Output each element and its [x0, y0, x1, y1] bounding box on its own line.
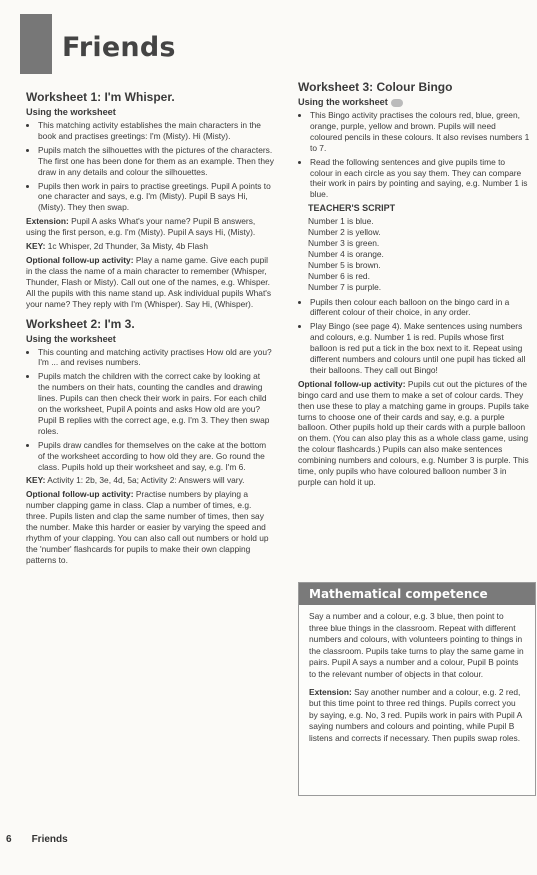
- list-item: • Pupils draw candles for themselves on the cake at the bottom of the worksheet according to how old they are. Go round the class. Pupils hold up their worksheet and say, e.g. I'm 6.: [38, 440, 274, 473]
- script-line: Number 7 is purple.: [308, 281, 382, 292]
- page-footer: [6, 834, 88, 845]
- chapter-tab-marker: [20, 14, 52, 74]
- script-line: Number 1 is blue.: [308, 216, 374, 227]
- page-number: 6: [6, 834, 12, 845]
- left-column: [26, 90, 274, 569]
- worksheet-badge-icon: [391, 99, 403, 107]
- list-item: • Play Bingo (see page 4). Make sentences using numbers and colours, e.g. Number 1 is red. Pupils whose first balloon is red put a tick in the box next to it. Repeat using different numbers and colours until one pupil has ticked all their balloons. They call out Bingo!: [310, 321, 530, 376]
- list-item: • Pupils then colour each balloon on the bingo card in a different colour of their choice, in any order.: [310, 297, 530, 319]
- mathematical-competence-body: [299, 605, 535, 745]
- script-line: Number 3 is green.: [308, 237, 380, 248]
- worksheet-1-key: KEY: 1c Whisper, 2d Thunder, 3a Misty, 4b Flash: [26, 241, 209, 252]
- script-line: Number 4 is orange.: [308, 248, 384, 259]
- list-item: • This Bingo activity practises the colours red, blue, green, orange, purple, yellow and brown. Pupils will need coloured pencils in these colours. It also revises numbers 1 to 7.: [310, 110, 530, 154]
- worksheet-3-followup: Optional follow-up activity: Pupils cut out the pictures of the bingo card and use them to make a set of colour cards. They then use these to play a matching game in groups. Pupils take turns to choose one of their cards and say, e.g. a purple balloon. Other pupils hold up their cards with a purple balloon on them. (You can also play this as a whole class game, using the colour flashcards.) Pupils can also make sentences combining numbers and colours, e.g. Number 3 is purple. This time, only pupils who have coloured balloon number 3 in purple can hold it up.: [298, 378, 529, 487]
- list-item: • Pupils match the children with the correct cake by looking at the numbers on their hats, counting the candles and drawing lines. Pupils can then check their work in pairs. For each child on the worksheet, Pupil A points and asks How old are you? Pupil B replies with the correct age, e.g. I'm 3. They then swap roles.: [38, 371, 274, 436]
- teachers-script-heading: TEACHER'S SCRIPT: [308, 203, 396, 214]
- page-title: Friends: [62, 32, 176, 63]
- mathematical-competence-paragraph: Say a number and a colour, e.g. 3 blue, then point to three blue things in the classroom. Repeat with different numbers and colours, with volunteers pointing to things in the classroom. Pupils take turns to play the same game in pairs. Pupil A says a number and a colour, Pupil B points to the relevant number of objects in that colour.: [309, 611, 524, 679]
- worksheet-1-extension: Extension: Pupil A asks What's your name? Pupil B answers, using the first person, e.g. I'm (Misty). Pupil A says Hi, (Misty).: [26, 216, 256, 238]
- worksheet-2-bullets: [26, 347, 274, 473]
- worksheet-3-title: Worksheet 3: Colour Bingo: [298, 80, 453, 94]
- worksheet-2-followup: Optional follow-up activity: Practise numbers by playing a number clapping game in class. Clap a number of times, e.g. three. Pupils listen and clap the same number of times, then say the number. Make this harder or easier by varying the speed and rhythm of your clapping. You can also call out numbers or hold up the 'number' flashcards for pupils to make their own clapping patterns to.: [26, 489, 269, 565]
- worksheet-2-title: Worksheet 2: I'm 3.: [26, 316, 135, 331]
- script-line: Number 6 is red.: [308, 270, 370, 281]
- list-item: • Pupils match the silhouettes with the pictures of the characters. The first one has been done for them as an example. Then they draw in any details and colour the silhouettes.: [38, 145, 274, 178]
- worksheet-2-using-heading: Using the worksheet: [26, 333, 116, 344]
- footer-label: Friends: [31, 834, 68, 845]
- list-item: • This counting and matching activity practises How old are you? I'm ... and revises numbers.: [38, 347, 274, 369]
- worksheet-1-bullets: [26, 120, 274, 213]
- worksheet-3-using-heading: Using the worksheet: [298, 97, 530, 108]
- mathematical-competence-title: Mathematical competence: [299, 583, 535, 605]
- mathematical-competence-extension: Extension: Say another number and a colour, e.g. 2 red, but this time point to three red things. Pupils correct you by saying, e.g. No, 3 red. Pupils work in pairs with Pupil A saying numbers and colours and pointing, while Pupil B listens and corrects if necessary. Then pupils swap roles.: [309, 686, 522, 743]
- teachers-script: [308, 216, 530, 292]
- script-line: Number 2 is yellow.: [308, 227, 381, 238]
- worksheet-1-using-heading: Using the worksheet: [26, 107, 116, 117]
- worksheet-3-bullets-top: [298, 110, 530, 200]
- right-column: [298, 80, 530, 491]
- worksheet-3-bullets-bottom: [298, 297, 530, 376]
- list-item: • Read the following sentences and give pupils time to colour in each circle as you say them. They can compare their work in pairs by pointing and saying, e.g. Number 1 is blue.: [310, 157, 530, 201]
- worksheet-1-title: Worksheet 1: I'm Whisper.: [26, 90, 175, 104]
- worksheet-1-followup: Optional follow-up activity: Play a name game. Give each pupil in the class the name of a main character to remember (Whisper, Thunder, Flash or Misty). Call out one of the names, e.g. Whisper. All the pupils with this name stand up. Ask individual pupils What's your name? They reply with I'm (Whisper). Say Hi, (Whisper).: [26, 254, 272, 309]
- worksheet-2-key: KEY: Activity 1: 2b, 3e, 4d, 5a; Activity 2: Answers will vary.: [26, 475, 245, 486]
- list-item: • Pupils then work in pairs to practise greetings. Pupil A points to one character and says, e.g. I'm (Misty). Pupil B says Hi, (Misty). They then swap.: [38, 181, 274, 214]
- mathematical-competence-box: [298, 582, 536, 796]
- script-line: Number 5 is brown.: [308, 259, 381, 270]
- list-item: • This matching activity establishes the main characters in the book and practises greetings: I'm (Misty). Hi (Misty).: [38, 120, 274, 142]
